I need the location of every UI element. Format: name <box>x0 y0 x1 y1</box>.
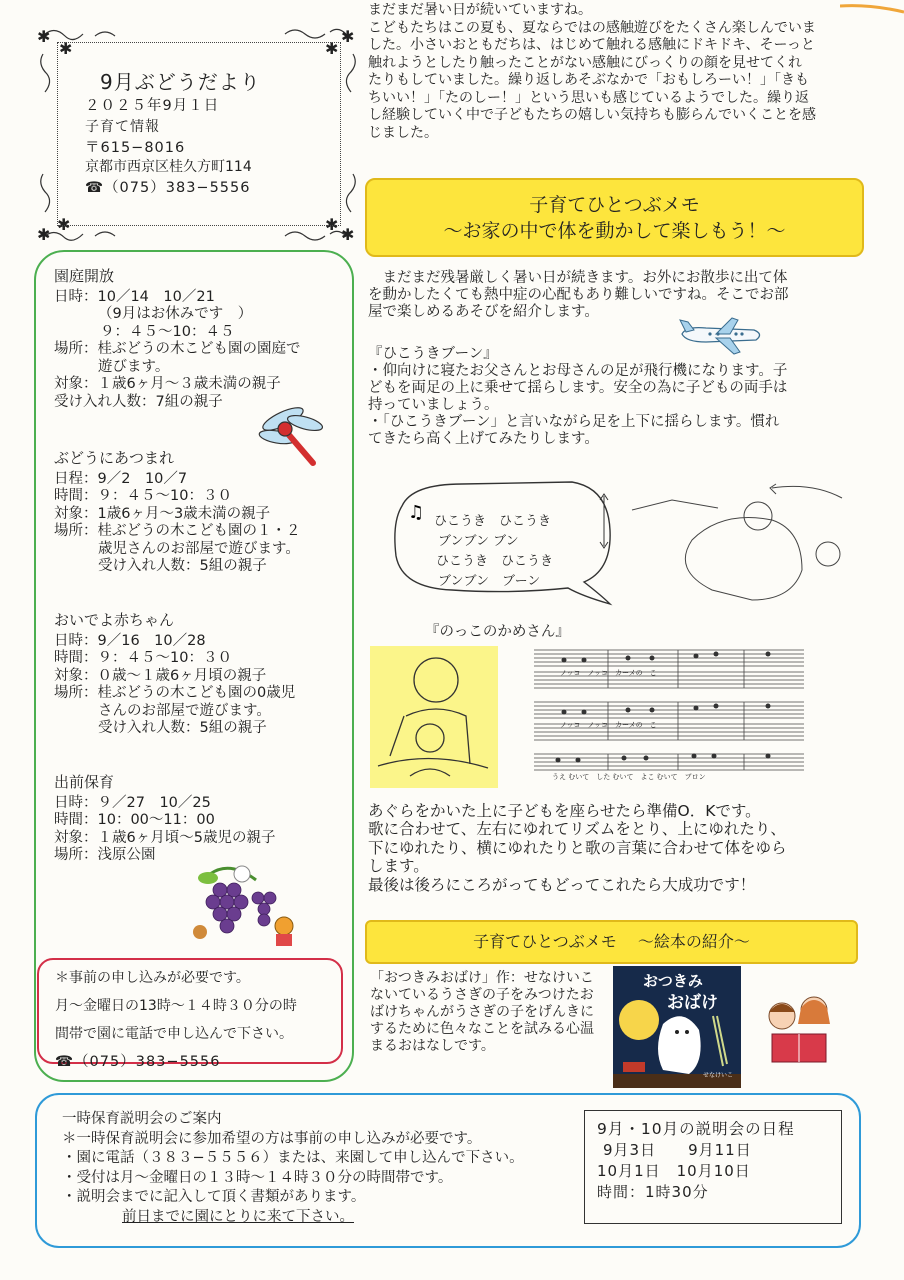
notice-phone: ☎（075）383−5556 <box>55 1054 221 1070</box>
corner-accent <box>840 0 904 14</box>
notice-line: 間帯で園に電話で申し込んで下さい。 <box>55 1026 293 1042</box>
section-garden: 園庭開放 日時：10／14 10／21 （9月はお休みです ） ９：４５〜10：４５ 場所：桂ぶどうの木こども園の園庭で 遊びます。 対象：１歳6ヶ月〜３歳未満の親子 受け入れ人数：7組の親子 <box>54 267 301 410</box>
kids-reading-illustration <box>760 990 840 1072</box>
memo-title: 子育てひとつぶメモ <box>529 194 700 216</box>
music-lyric: ノッコ ノッコ カーメの こ <box>560 669 657 677</box>
schedule-title: 9月・10月の説明会の日程 <box>597 1120 795 1138</box>
cover-title-2: おばけ <box>667 993 718 1013</box>
svg-text:✱: ✱ <box>341 225 355 244</box>
address: 京都市西京区桂久方町114 <box>85 159 252 175</box>
section-title: 園庭開放 <box>54 267 115 285</box>
svg-text:✱: ✱ <box>37 27 51 46</box>
cover-title-1: おつきみ <box>643 972 703 990</box>
postal-code: 〒615−8016 <box>85 140 186 156</box>
svg-text:✱: ✱ <box>37 225 51 244</box>
notice-box <box>37 958 343 1070</box>
section-demae: 出前保育 日時：９／27 10／25 時間：10：00〜11：00 対象：１歳6ヶ月頃〜5歳児の親子 場所：浅原公園 <box>54 773 276 863</box>
book-cover <box>613 966 741 1088</box>
grapes-illustration <box>190 860 300 950</box>
memo-banner-books: 子育てひとつぶメモ 〜絵本の紹介〜 <box>365 920 858 964</box>
svg-text:✱: ✱ <box>57 215 71 234</box>
book-description: 「おつきみおばけ」作：せなけいこ ないているうさぎの子をみつけたお ばけちゃんがうさぎの子をげんきに するために色々なことを試みる心温 まるおはなしです。 <box>370 970 594 1054</box>
music-lyric: うえ むいて した むいて よこ むいて ブロン <box>552 773 706 781</box>
bubble-lyrics: ひこうき ひこうき ブンブン ブン ひこうき ひこうき ブンブン ブーン <box>434 514 554 589</box>
music-lyric: ノッコ ノッコ カーメの こ <box>560 721 657 729</box>
temp-care-title: 一時保育説明会のご案内 <box>62 1111 222 1127</box>
cover-author: せなけいこ <box>703 1072 734 1079</box>
issue-date: ２０２５年9月１日 <box>85 98 220 114</box>
section-baby: おいでよ赤ちゃん 日時：9／16 10／28 時間：９：４５〜10：３０ 対象：０歳〜１歳6ヶ月頃の親子 場所：桂ぶどうの木こども園の0歳児 さんのお部屋で遊びます。 受け入れ人数：5組の親子 <box>54 611 296 736</box>
sheet-music <box>528 640 810 790</box>
game-title: 『ひこうきブーン』 <box>368 346 498 362</box>
memo-banner <box>365 178 864 257</box>
svg-text:✱: ✱ <box>325 39 339 58</box>
notice-line: 月〜金曜日の13時〜１４時３０分の時 <box>55 998 297 1014</box>
svg-text:✱: ✱ <box>325 215 339 234</box>
schedule-box: 9月・10月の説明会の日程 9月3日 9月11日 10月1日 10月10日 時間：1時30分 <box>584 1110 842 1224</box>
music-note-icon: ♫ <box>408 502 425 523</box>
notice-line: ＊事前の申し込みが必要です。 <box>55 970 250 986</box>
intro-paragraph: まだまだ暑い日が続いていますね。 こどもたちはこの夏も、夏ならではの感触遊びをたくさん楽しんでいま した。小さいおともだちは、はじめて触れる感触にドキドキ、そーっと 触れようとしたり触ったことがない感触にびっくりの顔を見せてくれ たりもしていました。繰り返しあそぶなかで「おもしろーい！」「きも ちいい！」「たのしー！」という思いも感じているようでした。繰り返 し経験していく中で子どもたちの嬉しい気持ちも膨らんでいくことを感 じました。 <box>368 2 816 141</box>
section-title: ぶどうにあつまれ <box>54 449 175 467</box>
memo-subtitle: 〜お家の中で体を動かして楽しもう！〜 <box>443 220 786 242</box>
header-frame <box>35 24 361 246</box>
lap-sitting-illustration <box>370 646 500 788</box>
nokko-description: あぐらをかいた上に子どもを座らせたら準備O．Kです。 歌に合わせて、左右にゆれてリズムをとり、上にゆれたり、 下にゆれたり、横にゆれたりと歌の言葉に合わせて体をゆら します。 最後は後ろにころがってもどってこれたら大成功です！ <box>368 802 787 894</box>
newsletter-title: 9月ぶどうだより <box>100 70 261 94</box>
section-budou: ぶどうにあつまれ 日程：9／2 10／7 時間：９：４５〜10：３０ 対象：1歳6ヶ月〜3歳未満の親子 場所：桂ぶどうの木こども園の１・２ 歳児さんのお部屋で遊びます。 受け入れ人数：5組の親子 <box>54 449 301 574</box>
hikouki-section: 『ひこうきブーン』 ・仰向けに寝たお父さんとお母さんの足が飛行機になります。子 どもを両足の上に乗せて揺らします。安全の為に子どもの両手は 持っていましょう。 ・「ひこうきブーン」と言いながら足を上下に揺らします。慣れ てきたら高く上げてみたりします。 <box>368 346 868 448</box>
section-title: 出前保育 <box>54 773 115 791</box>
header-phone: ☎（075）383−5556 <box>85 180 251 196</box>
play-intro: まだまだ残暑厳しく暑い日が続きます。お外にお散歩に出て体 を動かしたくても熱中症の心配もあり難しいですね。そこでお部 屋で楽しめるあそびを紹介します。 <box>368 270 789 320</box>
temp-care-info: 一時保育説明会のご案内 ＊一時保育説明会に参加希望の方は事前の申し込みが必要です。 ・園に電話（３８３−５５５６）または、来園して申し込んで下さい。 ・受付は月〜金曜日の１３時〜１４時３０分の時間帯です。 ・説明会までに記入して頂く書類があります。 前日までに園にとりに来て下さい。 <box>62 1111 524 1225</box>
nokko-title: 『のっこのかめさん』 <box>425 624 570 640</box>
svg-text:✱: ✱ <box>59 39 73 58</box>
org-label: 子育て情報 <box>85 119 160 135</box>
section-title: おいでよ赤ちゃん <box>54 611 175 629</box>
svg-text:✱: ✱ <box>341 27 355 46</box>
